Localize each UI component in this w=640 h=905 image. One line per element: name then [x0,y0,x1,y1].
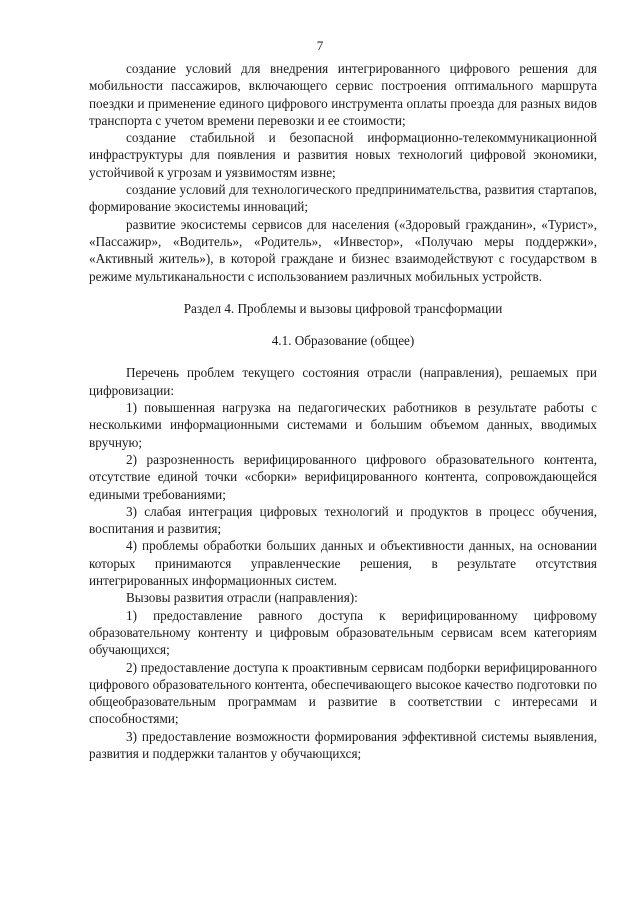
paragraph: развитие экосистемы сервисов для населения («Здоровый гражданин», «Турист», «Пассажир», «Водитель», «Родитель», «Инвестор», «Получаю меры поддержки», «Активный житель»), в которой граждане и бизнес взаимодействуют с государством в режиме мультиканальности с использованием различных мобильных устройств. [89,216,597,284]
paragraph: создание стабильной и безопасной информационно-телекоммуникационной инфраструктуры для появления и развития новых технологий цифровой экономики, устойчивой к угрозам и уязвимостям извне; [89,130,597,180]
list-item: 1) повышенная нагрузка на педагогических работников в результате работы с несколькими информационными системами и большим объемом данных, вводимых вручную; [89,400,597,450]
list-item: 2) разрозненность верифицированного цифрового образовательного контента, отсутствие единой точки «сборки» верифицированного контента, сопровождающейся едиными требованиями; [89,451,597,502]
section-title: Раздел 4. Проблемы и вызовы цифровой трансформации [183,300,503,316]
paragraph: создание условий для внедрения интегрированного цифрового решения для мобильности пассажиров, включающего сервис построения оптимального маршрута поездки и применение единого цифрового инструмента оплаты проезда для разных видов транспорта с учетом времени перевозки и ее стоимости; [89,61,597,128]
page-number: 7 [316,38,324,53]
list-item: 2) предоставление доступа к проактивным сервисам подборки верифицированного цифрового образовательного контента, обеспечивающего высокое качество подготовки по общеобразовательным программам и развитие в соответствии с интересами и способностями; [89,659,597,727]
list-item: 3) слабая интеграция цифровых технологий и продуктов в процесс обучения, воспитания и развития; [89,503,597,537]
document-body [89,60,597,762]
challenges-intro: Вызовы развития отрасли (направления): [126,590,358,606]
paragraph: создание условий для технологического предпринимательства, развития стартапов, формирование экосистемы инноваций; [89,182,597,215]
problems-intro: Перечень проблем текущего состояния отрасли (направления), решаемых при цифровизации: [89,365,597,398]
list-item: 1) предоставление равного доступа к верифицированному цифровому образовательному контенту и цифровым образовательным сервисам всем категориям обучающихся; [89,607,597,658]
list-item: 4) проблемы обработки больших данных и объективности данных, на основании которых принимаются управленческие решения, в результате отсутствия интегрированных информационных систем. [89,538,597,589]
subsection-title: 4.1. Образование (общее) [271,333,415,349]
list-item: 3) предоставление возможности формирования эффективной системы выявления, развития и поддержки талантов у обучающихся; [89,728,597,761]
